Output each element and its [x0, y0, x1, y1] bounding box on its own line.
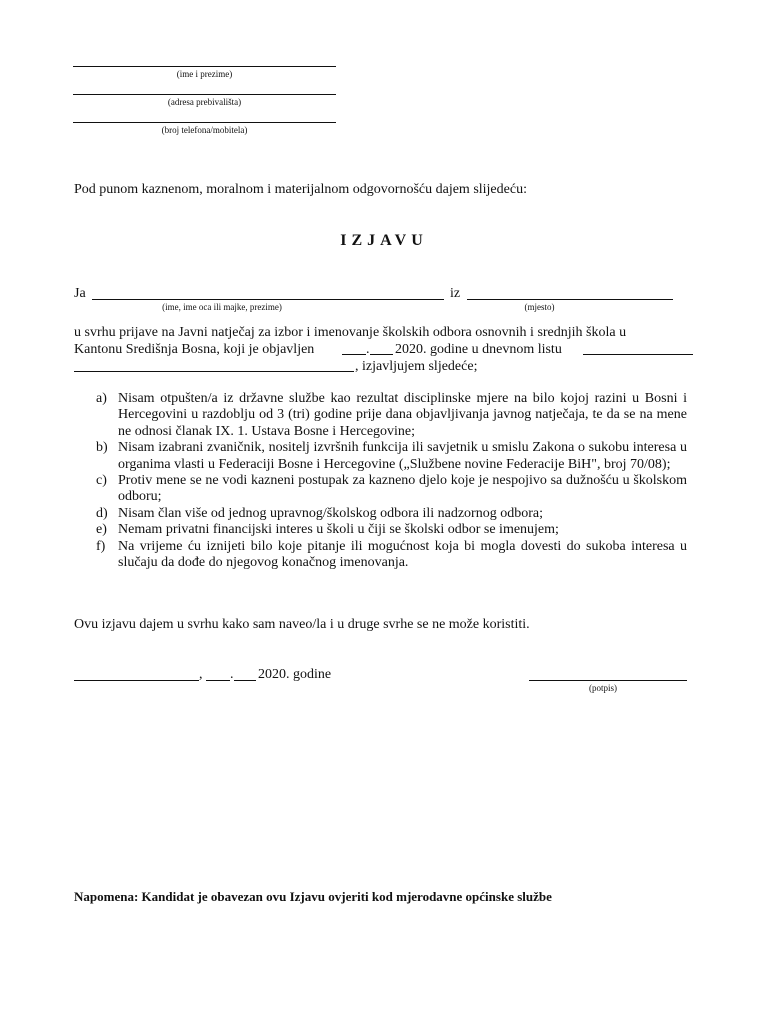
- list-item: [74, 440, 687, 473]
- item-text: Nemam privatni financijski interes u školi u čiji se školski odbor se imenujem;: [118, 522, 559, 538]
- comma: ,: [199, 667, 203, 682]
- purpose-line-2a: Kantonu Središnja Bosna, koji je objavljen: [74, 342, 315, 357]
- item-label: d): [96, 505, 108, 521]
- name-caption: (ime i prezime): [176, 69, 233, 79]
- list-item: [74, 391, 687, 440]
- publish-month-blank[interactable]: [370, 354, 393, 355]
- signature-blank-line[interactable]: [529, 680, 687, 681]
- address-blank-line[interactable]: [73, 94, 336, 95]
- list-item: [74, 539, 687, 572]
- footnote: Napomena: Kandidat je obavezan ovu Izjavu ovjeriti kod mjerodavne općinske službe: [74, 889, 552, 904]
- item-label: b): [96, 440, 108, 456]
- full-name-blank-line[interactable]: [92, 299, 444, 300]
- signature-caption: (potpis): [589, 683, 617, 693]
- phone-caption: (broj telefona/mobitela): [161, 125, 248, 135]
- newspaper-blank-line[interactable]: [583, 354, 693, 355]
- place-blank-line[interactable]: [467, 299, 673, 300]
- purpose-line-2b: 2020. godine u dnevnom listu: [395, 342, 562, 357]
- signing-month-blank[interactable]: [234, 680, 256, 681]
- item-label: f): [96, 538, 106, 554]
- declaration-list: [74, 391, 687, 571]
- date-dot: .: [366, 342, 370, 357]
- item-text: Nisam otpušten/a iz državne službe kao rezultat disciplinske mjere na bilo kojoj razini u Bosni i Hercegovini u razdoblju od 3 (tri) godine prije dana objavljivanja javnog natječaja, te da se na mene ne odnosi članak IX. 1. Ustava Bosne i Hercegovine;: [118, 391, 687, 439]
- publish-day-blank[interactable]: [342, 354, 366, 355]
- iz-label: iz: [450, 286, 461, 301]
- purpose-line-3: , izjavljujem sljedeće;: [355, 359, 478, 374]
- item-text: Na vrijeme ću iznijeti bilo koje pitanje ili mogućnost koja bi mogla dovesti do sukoba interesa u slučaju da dođe do njegovog konačnog imenovanja.: [118, 538, 687, 571]
- signing-date-text: 2020. godine: [258, 667, 332, 682]
- full-name-caption: (ime, ime oca ili majke, prezime): [162, 302, 282, 312]
- document-title: IZJAVU: [340, 232, 428, 249]
- signing-place-blank[interactable]: [74, 680, 199, 681]
- date-dot-2: .: [230, 667, 234, 682]
- list-item: [74, 506, 687, 522]
- phone-blank-line[interactable]: [73, 122, 336, 123]
- newspaper-blank-line-2[interactable]: [74, 371, 354, 372]
- list-item: [74, 473, 687, 506]
- item-label: e): [96, 522, 107, 538]
- purpose-line-1: u svrhu prijave na Javni natječaj za izbor i imenovanje školskih odbora osnovnih i srednjih škola u: [74, 325, 627, 340]
- item-text: Nisam izabrani zvaničnik, nositelj izvršnih funkcija ili savjetnik u smislu Zakona o sukobu interesa u organima vlasti u Federaciji Bosne i Hercegovine („Službene novine Federacije BiH", broj 70/08);: [118, 440, 687, 472]
- ja-label: Ja: [74, 286, 86, 301]
- closing-statement: Ovu izjavu dajem u svrhu kako sam naveo/la i u druge svrhe se ne može koristiti.: [74, 617, 530, 632]
- item-text: Nisam član više od jednog upravnog/školskog odbora ili nadzornog odbora;: [118, 505, 543, 521]
- item-label: a): [96, 391, 107, 406]
- name-blank-line[interactable]: [73, 66, 336, 67]
- item-text: Protiv mene se ne vodi kazneni postupak za kazneno djelo koje je nespojivo sa dužnošću u školskom odboru;: [118, 473, 687, 505]
- place-caption: (mjesto): [524, 302, 555, 312]
- address-caption: (adresa prebivališta): [167, 97, 242, 107]
- list-item: [74, 522, 687, 538]
- item-label: c): [96, 473, 107, 489]
- intro-text: Pod punom kaznenom, moralnom i materijalnom odgovornošću dajem slijedeću:: [74, 182, 527, 197]
- signing-day-blank[interactable]: [206, 680, 230, 681]
